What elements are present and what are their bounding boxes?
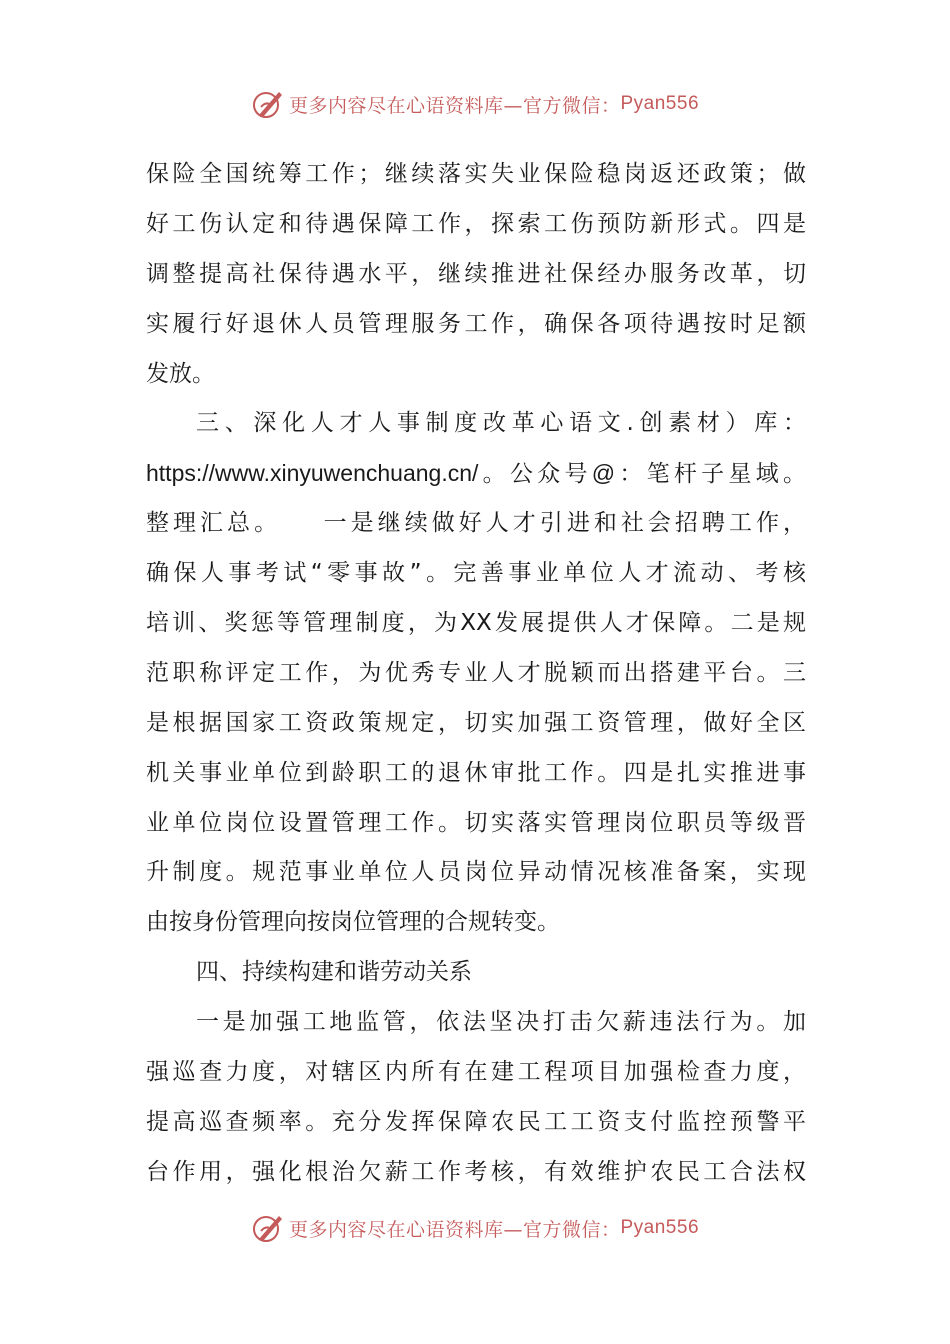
- section-heading: 四、持续构建和谐劳动关系: [196, 959, 472, 986]
- body-line: 调整提高社保待遇水平，继续推进社保经办服务改革，切: [146, 260, 806, 287]
- body-line: 确保人事考试“零事故”。完善事业单位人才流动、考核: [146, 560, 806, 587]
- watermark-handle: Pyan556: [620, 93, 700, 114]
- watermark-text: 更多内容尽在心语资料库—官方微信：: [288, 1218, 621, 1241]
- body-line: 是根据国家工资政策规定，切实加强工资管理，做好全区: [146, 709, 806, 736]
- watermark-text: 更多内容尽在心语资料库—官方微信：: [288, 94, 621, 117]
- body-line: 由按身份管理向按岗位管理的合规转变。: [146, 909, 560, 936]
- body-line: 整理汇总。 一是继续做好人才引进和社会招聘工作，: [146, 510, 806, 537]
- body-line: 强巡查力度，对辖区内所有在建工程项目加强检查力度，: [146, 1059, 806, 1086]
- body-line: 提高巡查频率。充分发挥保障农民工工资支付监控预警平: [146, 1108, 806, 1135]
- footer-watermark: [0, 1208, 950, 1248]
- body-line: 业单位岗位设置管理工作。切实落实管理岗位职员等级晋: [146, 809, 806, 836]
- document-body: [146, 150, 806, 1198]
- body-line: 发放。: [146, 360, 215, 387]
- body-line: 好工伤认定和待遇保障工作，探索工伤预防新形式。四是: [146, 210, 806, 237]
- quill-logo-icon: [251, 1211, 285, 1245]
- quill-logo-icon: [251, 87, 285, 121]
- body-line: 培训、奖惩等管理制度，为XX发展提供人才保障。二是规: [146, 610, 806, 637]
- section-heading: 三、深化人才人事制度改革心语文.创素材）库：: [196, 410, 806, 437]
- watermark-handle: Pyan556: [620, 1217, 700, 1238]
- body-line: 一是加强工地监管，依法坚决打击欠薪违法行为。加: [196, 1009, 806, 1036]
- body-line: 升制度。规范事业单位人员岗位异动情况核准备案，实现: [146, 859, 806, 886]
- body-line: 实履行好退休人员管理服务工作，确保各项待遇按时足额: [146, 310, 806, 337]
- body-line: 范职称评定工作，为优秀专业人才脱颖而出搭建平台。三: [146, 659, 806, 686]
- body-line: 机关事业单位到龄职工的退休审批工作。四是扎实推进事: [146, 759, 806, 786]
- body-line: 台作用，强化根治欠薪工作考核，有效维护农民工合法权: [146, 1158, 806, 1185]
- header-watermark: [0, 84, 950, 124]
- body-line: 保险全国统筹工作；继续落实失业保险稳岗返还政策；做: [146, 161, 806, 187]
- body-line: https://www.xinyuwenchuang.cn/。公众号@：笔杆子星域。: [146, 460, 806, 487]
